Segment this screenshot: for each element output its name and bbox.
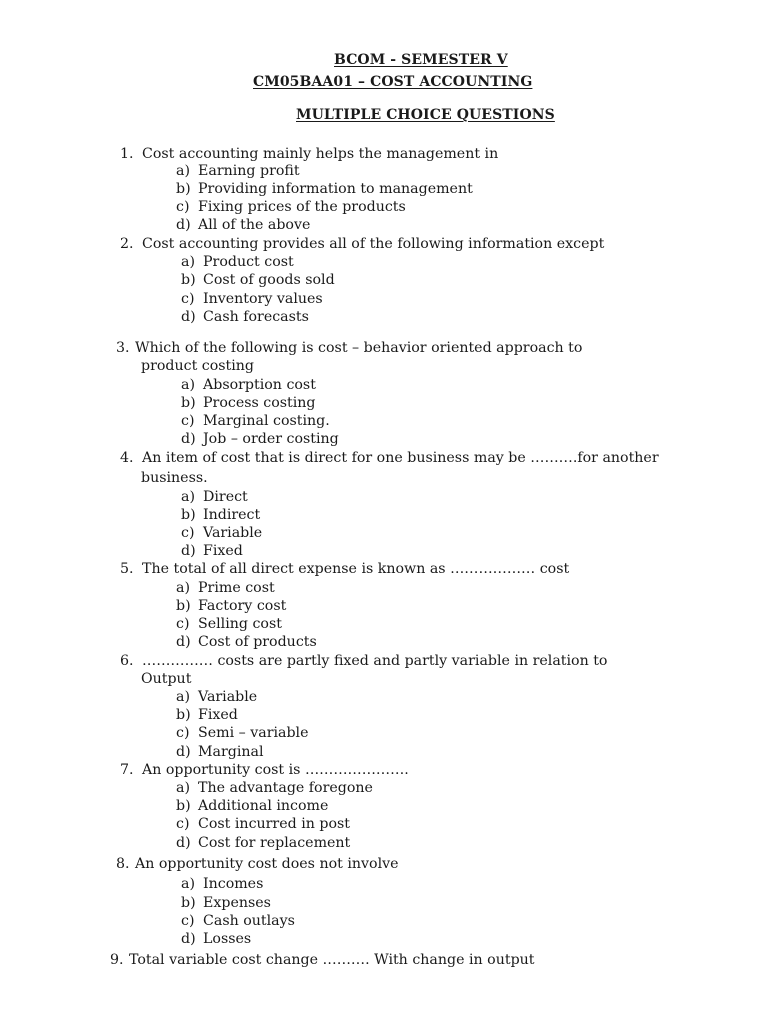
option-letter: d) — [181, 543, 196, 559]
question-number: 9. — [110, 952, 124, 968]
option-text: Cash outlays — [203, 913, 295, 929]
option-text: Earning profit — [198, 163, 300, 179]
question-4 — [120, 449, 659, 467]
course-code-title: CM05BAA01 – COST ACCOUNTING — [253, 74, 533, 90]
option-text: Absorption cost — [203, 377, 316, 393]
option-text: Marginal — [198, 744, 264, 760]
option-letter: a) — [176, 689, 190, 705]
option-text: Incomes — [203, 876, 264, 892]
question-6 — [120, 652, 607, 670]
question-number: 5. — [120, 561, 134, 577]
option-8b — [181, 894, 271, 912]
option-letter: d) — [181, 431, 196, 447]
question-3-continued — [141, 357, 254, 375]
option-letter: d) — [176, 634, 191, 650]
option-text: Direct — [203, 489, 248, 505]
option-letter: b) — [176, 707, 191, 723]
option-5a — [176, 579, 275, 597]
option-2c — [181, 290, 323, 308]
option-8a — [181, 875, 263, 893]
option-text: Indirect — [203, 507, 261, 523]
option-1b — [176, 180, 473, 198]
option-text: Cost incurred in post — [198, 816, 350, 832]
option-4a — [181, 488, 248, 506]
option-text: Fixing prices of the products — [198, 199, 406, 215]
question-text: An opportunity cost does not involve — [135, 856, 399, 872]
option-text: Job – order costing — [203, 431, 339, 447]
option-letter: b) — [181, 272, 196, 288]
question-text: product costing — [141, 358, 255, 374]
option-2b — [181, 271, 335, 289]
question-1 — [120, 145, 498, 163]
question-text: Which of the following is cost – behavior oriented approach to — [135, 340, 583, 356]
question-6-continued — [141, 670, 191, 688]
question-2 — [120, 235, 604, 253]
option-2d — [181, 308, 309, 326]
question-text: An item of cost that is direct for one business may be ……….for another — [142, 450, 659, 466]
option-3c — [181, 412, 330, 430]
option-text: Variable — [198, 689, 258, 705]
option-5b — [176, 597, 286, 615]
option-letter: a) — [181, 377, 195, 393]
question-number: 8. — [116, 856, 130, 872]
option-text: Providing information to management — [198, 181, 473, 197]
question-text: The total of all direct expense is known as ……………… cost — [142, 561, 570, 577]
option-2a — [181, 253, 294, 271]
question-5 — [120, 560, 569, 578]
option-text: Cash forecasts — [203, 309, 309, 325]
option-text: Factory cost — [198, 598, 287, 614]
option-letter: b) — [181, 895, 196, 911]
option-text: Fixed — [198, 707, 238, 723]
option-letter: b) — [176, 598, 191, 614]
option-3b — [181, 394, 316, 412]
option-letter: a) — [176, 163, 190, 179]
option-text: Additional income — [198, 798, 329, 814]
option-7c — [176, 815, 350, 833]
option-letter: c) — [176, 725, 190, 741]
option-text: Variable — [203, 525, 263, 541]
option-text: Losses — [203, 931, 252, 947]
option-letter: c) — [176, 816, 190, 832]
option-3a — [181, 376, 316, 394]
question-4-continued — [141, 469, 208, 487]
question-number: 2. — [120, 236, 134, 252]
option-letter: a) — [176, 780, 190, 796]
course-title: BCOM - SEMESTER V — [334, 52, 508, 68]
option-8c — [181, 912, 295, 930]
option-6c — [176, 724, 309, 742]
option-6b — [176, 706, 238, 724]
question-text: An opportunity cost is …………………. — [142, 762, 409, 778]
option-text: Inventory values — [203, 291, 323, 307]
option-4d — [181, 542, 243, 560]
option-text: All of the above — [198, 217, 311, 233]
option-1a — [176, 162, 300, 180]
option-letter: d) — [181, 931, 196, 947]
option-1d — [176, 216, 310, 234]
option-text: Selling cost — [198, 616, 282, 632]
option-5d — [176, 633, 317, 651]
option-letter: c) — [176, 616, 190, 632]
option-letter: b) — [181, 507, 196, 523]
question-3 — [116, 339, 582, 357]
option-7d — [176, 834, 350, 852]
option-letter: a) — [176, 580, 190, 596]
section-title: MULTIPLE CHOICE QUESTIONS — [296, 107, 555, 123]
option-5c — [176, 615, 282, 633]
question-number: 6. — [120, 653, 134, 669]
option-letter: d) — [176, 217, 191, 233]
option-8d — [181, 930, 251, 948]
option-6a — [176, 688, 257, 706]
option-letter: a) — [181, 254, 195, 270]
option-text: Cost of products — [198, 634, 317, 650]
option-letter: c) — [176, 199, 190, 215]
option-text: Marginal costing. — [203, 413, 330, 429]
option-letter: b) — [176, 181, 191, 197]
question-8 — [116, 855, 399, 873]
question-text: Cost accounting provides all of the following information except — [142, 236, 605, 252]
question-text: business. — [141, 470, 208, 486]
option-text: Process costing — [203, 395, 316, 411]
question-text: Cost accounting mainly helps the management in — [142, 146, 499, 162]
question-7 — [120, 761, 409, 779]
option-letter: d) — [181, 309, 196, 325]
question-number: 1. — [120, 146, 134, 162]
option-text: The advantage foregone — [198, 780, 373, 796]
option-letter: a) — [181, 876, 195, 892]
option-letter: c) — [181, 525, 195, 541]
option-text: Product cost — [203, 254, 294, 270]
option-4c — [181, 524, 262, 542]
option-text: Expenses — [203, 895, 271, 911]
option-text: Prime cost — [198, 580, 275, 596]
option-1c — [176, 198, 406, 216]
option-7a — [176, 779, 373, 797]
option-letter: b) — [176, 798, 191, 814]
option-letter: c) — [181, 413, 195, 429]
option-letter: c) — [181, 913, 195, 929]
option-7b — [176, 797, 328, 815]
option-text: Semi – variable — [198, 725, 309, 741]
option-letter: d) — [176, 744, 191, 760]
option-letter: b) — [181, 395, 196, 411]
option-letter: d) — [176, 835, 191, 851]
question-number: 4. — [120, 450, 134, 466]
option-letter: c) — [181, 291, 195, 307]
option-6d — [176, 743, 264, 761]
option-text: Cost for replacement — [198, 835, 351, 851]
option-3d — [181, 430, 339, 448]
option-text: Cost of goods sold — [203, 272, 335, 288]
question-text: Total variable cost change ………. With change in output — [129, 952, 535, 968]
option-text: Fixed — [203, 543, 243, 559]
question-number: 3. — [116, 340, 130, 356]
question-number: 7. — [120, 762, 134, 778]
option-4b — [181, 506, 260, 524]
option-letter: a) — [181, 489, 195, 505]
question-text: …………… costs are partly fixed and partly variable in relation to — [142, 653, 608, 669]
question-9 — [110, 951, 535, 969]
question-text: Output — [141, 671, 192, 687]
